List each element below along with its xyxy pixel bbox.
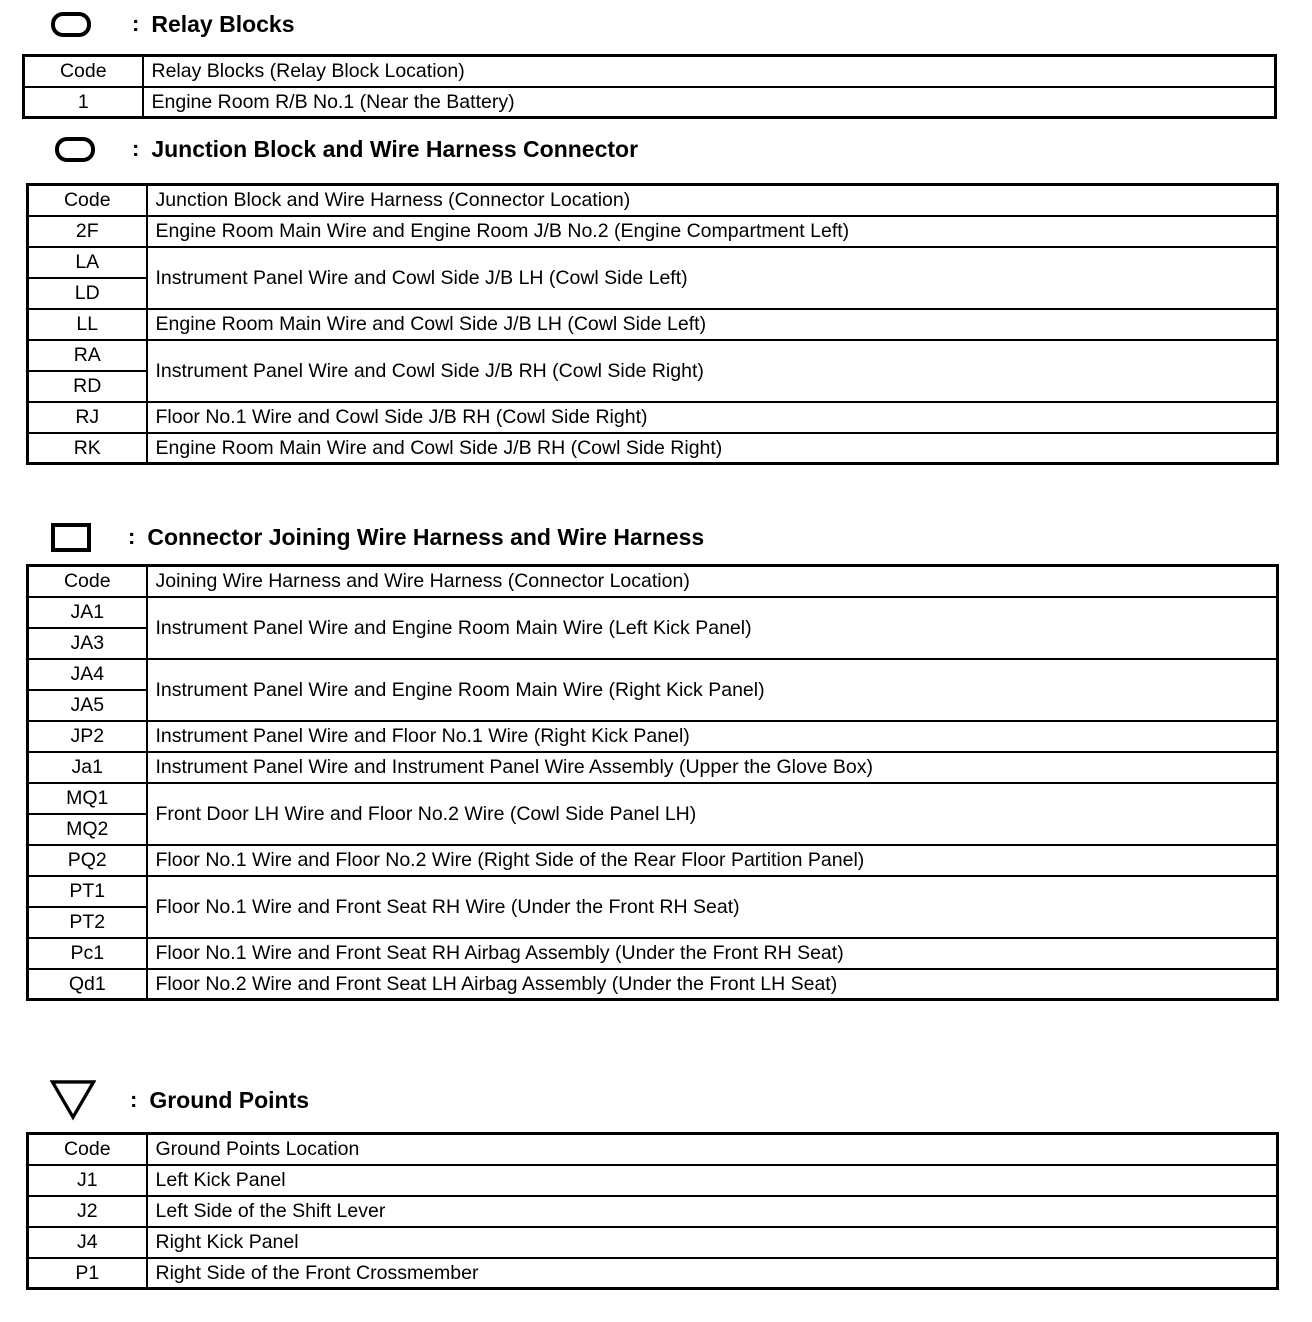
table-row xyxy=(28,247,1278,278)
table-row xyxy=(28,1165,1278,1196)
relay-block-oval-icon xyxy=(48,4,94,44)
code-cell: RD xyxy=(28,371,147,402)
table-row xyxy=(28,597,1278,628)
location-cell: Floor No.1 Wire and Floor No.2 Wire (Right Side of the Rear Floor Partition Panel) xyxy=(147,845,1278,876)
table-row xyxy=(28,1196,1278,1227)
location-cell: Engine Room Main Wire and Cowl Side J/B LH (Cowl Side Left) xyxy=(147,309,1278,340)
code-cell: 1 xyxy=(24,87,143,118)
location-cell: Instrument Panel Wire and Engine Room Main Wire (Left Kick Panel) xyxy=(147,597,1278,659)
table-row xyxy=(28,309,1278,340)
table-header-row xyxy=(24,56,1276,87)
connector-title: Connector Joining Wire Harness and Wire Harness xyxy=(147,523,705,550)
location-cell: Right Kick Panel xyxy=(147,1227,1278,1258)
location-cell: Front Door LH Wire and Floor No.2 Wire (Cowl Side Panel LH) xyxy=(147,783,1278,845)
table-header-row xyxy=(28,1134,1278,1165)
location-cell: Engine Room Main Wire and Cowl Side J/B RH (Cowl Side Right) xyxy=(147,433,1278,464)
location-cell: Instrument Panel Wire and Cowl Side J/B LH (Cowl Side Left) xyxy=(147,247,1278,309)
table-row xyxy=(28,659,1278,690)
code-cell: P1 xyxy=(28,1258,147,1289)
code-cell: LL xyxy=(28,309,147,340)
code-cell: J1 xyxy=(28,1165,147,1196)
code-cell: PT2 xyxy=(28,907,147,938)
code-cell: RK xyxy=(28,433,147,464)
location-cell: Engine Room R/B No.1 (Near the Battery) xyxy=(143,87,1276,118)
table-row xyxy=(28,721,1278,752)
connector-rectangle-icon xyxy=(48,517,94,557)
code-cell: LA xyxy=(28,247,147,278)
table-row xyxy=(28,402,1278,433)
relay-blocks-title: Relay Blocks xyxy=(151,10,295,37)
heading-colon: : xyxy=(132,136,140,161)
table-row xyxy=(28,1227,1278,1258)
junction-block-table xyxy=(26,183,1279,465)
code-column-header: Code xyxy=(24,56,143,87)
table-row xyxy=(24,87,1276,118)
location-cell: Floor No.1 Wire and Front Seat RH Airbag Assembly (Under the Front RH Seat) xyxy=(147,938,1278,969)
code-cell: MQ1 xyxy=(28,783,147,814)
code-cell: J2 xyxy=(28,1196,147,1227)
table-row xyxy=(28,845,1278,876)
table-row xyxy=(28,340,1278,371)
code-cell: JA3 xyxy=(28,628,147,659)
location-cell: Engine Room Main Wire and Engine Room J/B No.2 (Engine Compartment Left) xyxy=(147,216,1278,247)
location-cell: Instrument Panel Wire and Instrument Panel Wire Assembly (Upper the Glove Box) xyxy=(147,752,1278,783)
code-cell: RA xyxy=(28,340,147,371)
code-cell: PT1 xyxy=(28,876,147,907)
code-cell: 2F xyxy=(28,216,147,247)
location-cell: Floor No.2 Wire and Front Seat LH Airbag Assembly (Under the Front LH Seat) xyxy=(147,969,1278,1000)
ground-points-heading xyxy=(50,1075,309,1125)
junction-block-heading xyxy=(52,129,638,169)
table-header-row xyxy=(28,185,1278,216)
code-column-header: Code xyxy=(28,1134,147,1165)
table-row xyxy=(28,876,1278,907)
connector-table xyxy=(26,564,1279,1001)
code-cell: JA1 xyxy=(28,597,147,628)
table-row xyxy=(28,783,1278,814)
location-column-header: Joining Wire Harness and Wire Harness (Connector Location) xyxy=(147,566,1278,597)
table-row xyxy=(28,969,1278,1000)
heading-colon: : xyxy=(130,1087,138,1112)
table-row xyxy=(28,1258,1278,1289)
heading-colon: : xyxy=(128,524,136,549)
code-cell: Ja1 xyxy=(28,752,147,783)
code-cell: LD xyxy=(28,278,147,309)
code-cell: JP2 xyxy=(28,721,147,752)
code-cell: JA5 xyxy=(28,690,147,721)
table-row xyxy=(28,752,1278,783)
code-cell: J4 xyxy=(28,1227,147,1258)
connector-heading xyxy=(48,517,704,557)
code-column-header: Code xyxy=(28,185,147,216)
location-column-header: Relay Blocks (Relay Block Location) xyxy=(143,56,1276,87)
ground-triangle-icon xyxy=(50,1075,96,1125)
location-cell: Left Side of the Shift Lever xyxy=(147,1196,1278,1227)
relay-blocks-table xyxy=(22,54,1277,119)
code-cell: Qd1 xyxy=(28,969,147,1000)
location-cell: Right Side of the Front Crossmember xyxy=(147,1258,1278,1289)
table-row xyxy=(28,938,1278,969)
location-cell: Instrument Panel Wire and Engine Room Main Wire (Right Kick Panel) xyxy=(147,659,1278,721)
location-cell: Floor No.1 Wire and Cowl Side J/B RH (Cowl Side Right) xyxy=(147,402,1278,433)
code-cell: PQ2 xyxy=(28,845,147,876)
relay-blocks-heading xyxy=(48,4,295,44)
location-column-header: Junction Block and Wire Harness (Connector Location) xyxy=(147,185,1278,216)
location-cell: Instrument Panel Wire and Floor No.1 Wire (Right Kick Panel) xyxy=(147,721,1278,752)
code-cell: RJ xyxy=(28,402,147,433)
table-row xyxy=(28,433,1278,464)
junction-block-title: Junction Block and Wire Harness Connector xyxy=(151,135,639,162)
code-cell: JA4 xyxy=(28,659,147,690)
junction-block-oval-icon xyxy=(52,129,98,169)
code-cell: Pc1 xyxy=(28,938,147,969)
table-header-row xyxy=(28,566,1278,597)
code-column-header: Code xyxy=(28,566,147,597)
location-cell: Floor No.1 Wire and Front Seat RH Wire (Under the Front RH Seat) xyxy=(147,876,1278,938)
heading-colon: : xyxy=(132,11,140,36)
table-row xyxy=(28,216,1278,247)
location-cell: Left Kick Panel xyxy=(147,1165,1278,1196)
ground-points-title: Ground Points xyxy=(149,1086,310,1113)
location-column-header: Ground Points Location xyxy=(147,1134,1278,1165)
location-cell: Instrument Panel Wire and Cowl Side J/B RH (Cowl Side Right) xyxy=(147,340,1278,402)
ground-points-table xyxy=(26,1132,1279,1290)
code-cell: MQ2 xyxy=(28,814,147,845)
